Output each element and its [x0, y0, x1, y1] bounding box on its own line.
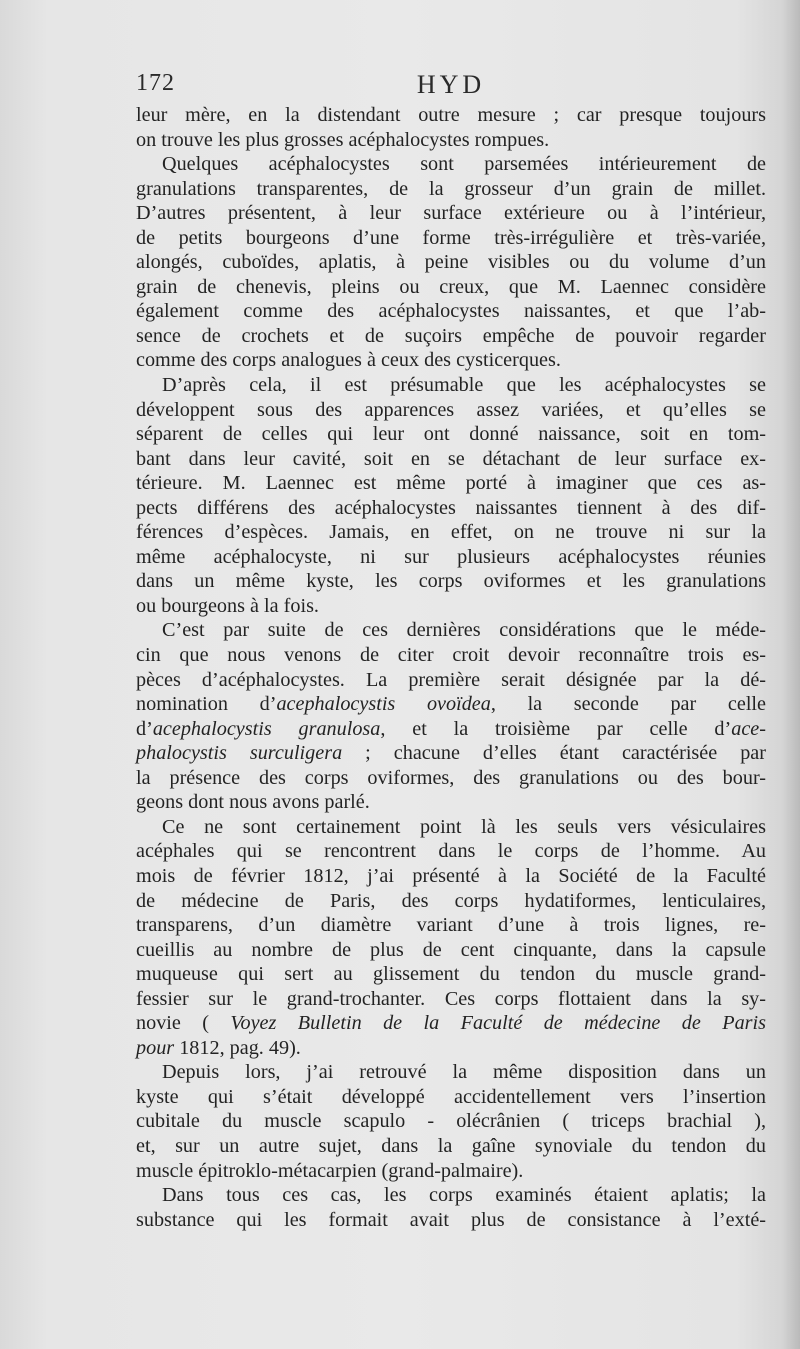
body-text [136, 103, 766, 1232]
text-line: pèces d’acéphalocystes. La première serait désignée par la dé- [136, 668, 766, 691]
text-line: cubitale du muscle scapulo - olécrânien ( triceps brachial ), [136, 1110, 766, 1133]
text-line: kyste qui s’était développé accidentellement vers l’insertion [136, 1085, 766, 1108]
italic-text: acephalocystis ovoïdea [276, 693, 491, 716]
text-line: phalocystis surculigera ; chacune d’elles étant caractérisée par [136, 742, 766, 765]
page-edge-shadow [782, 0, 800, 1349]
text-line: leur mère, en la distendant outre mesure ; car presque toujours [136, 104, 766, 126]
text-line: grain de chenevis, pleins ou creux, que M. Laennec considère [136, 275, 766, 298]
text-line: transparens, d’un diamètre variant d’une à trois lignes, re- [136, 914, 766, 937]
text-line: bant dans leur cavité, soit en se détachant de leur surface ex- [136, 447, 766, 470]
text-line: séparent de celles qui leur ont donné naissance, soit en tom- [136, 423, 766, 446]
text-line: granulations transparentes, de la grosseur d’un grain de millet. [136, 177, 766, 200]
text-line: Quelques acéphalocystes sont parsemées intérieurement de [162, 153, 766, 176]
text-line: muscle épitroklo-métacarpien (grand-palmaire). [136, 1159, 524, 1182]
text-line: de petits bourgeons d’une forme très-irrégulière et très-variée, [136, 226, 766, 249]
text-line: térieure. M. Laennec est même porté à imaginer que ces as- [136, 472, 766, 495]
text-line: ou bourgeons à la fois. [136, 594, 319, 617]
text-line: cueillis au nombre de plus de cent cinquante, dans la capsule [136, 938, 766, 961]
text-line: développent sous des apparences assez variées, et qu’elles se [136, 398, 766, 421]
running-title: HYD [416, 70, 486, 99]
italic-text: pour [136, 1036, 175, 1059]
text-line: muqueuse qui sert au glissement du tendon du muscle grand- [136, 963, 766, 986]
text-line: Dans tous ces cas, les corps examinés étaient aplatis; la [162, 1184, 766, 1207]
italic-text: phalocystis surculigera [136, 742, 343, 765]
text-line: dans un même kyste, les corps oviformes et les granulations [136, 570, 766, 593]
text-line: D’après cela, il est présumable que les acéphalocystes se [162, 374, 766, 397]
text-line: sence de crochets et de suçoirs empêche de pouvoir regarder [136, 324, 766, 347]
text-line: substance qui les formait avait plus de consistance à l’exté- [136, 1208, 766, 1231]
text-line: de médecine de Paris, des corps hydatiformes, lenticulaires, [136, 889, 766, 912]
text-line: fessier sur le grand-trochanter. Ces corps flottaient dans la sy- [136, 987, 766, 1010]
text-line: comme des corps analogues à ceux des cysticerques. [136, 349, 561, 372]
text-line: et, sur un autre sujet, dans la gaîne synoviale du tendon du [136, 1134, 766, 1157]
text-line: pects différens des acéphalocystes naissantes tiennent à des dif- [136, 496, 766, 519]
text-line: férences d’espèces. Jamais, en effet, on ne trouve ni sur la [136, 521, 766, 544]
text-line: pour 1812, pag. 49). [136, 1036, 301, 1059]
text-line: la présence des corps oviformes, des granulations ou des bour- [136, 766, 766, 789]
text-line: Ce ne sont certainement point là les seuls vers vésiculaires [162, 815, 766, 838]
text-line: mois de février 1812, j’ai présenté à la Société de la Faculté [136, 864, 766, 887]
text-line: C’est par suite de ces dernières considérations que le méde- [162, 619, 766, 642]
text-line: D’autres présentent, à leur surface extérieure ou à l’intérieur, [136, 202, 766, 225]
text-line: également comme des acéphalocystes naissantes, et que l’ab- [136, 300, 766, 323]
italic-text: acephalocystis granulosa [152, 717, 381, 740]
italic-text: Voyez Bulletin de la Faculté de médecine de Paris [230, 1012, 766, 1035]
text-line: on trouve les plus grosses acéphalocystes rompues. [136, 128, 550, 151]
text-line: acéphales qui se rencontrent dans le corps de l’homme. Au [136, 840, 766, 863]
text-line: même acéphalocyste, ni sur plusieurs acéphalocystes réunies [136, 545, 766, 568]
page-number: 172 [136, 70, 175, 96]
text-line: novie ( Voyez Bulletin de la Faculté de médecine de Paris [136, 1012, 766, 1035]
text-line: cin que nous venons de citer croit devoir reconnaître trois es- [136, 644, 766, 667]
text-line: d’acephalocystis granulosa, et la troisième par celle d’ace- [136, 717, 766, 740]
italic-text: ace- [731, 717, 766, 740]
text-line: alongés, cuboïdes, aplatis, à peine visibles ou du volume d’un [136, 251, 766, 274]
text-line: Depuis lors, j’ai retrouvé la même disposition dans un [162, 1061, 766, 1084]
text-line: geons dont nous avons parlé. [136, 791, 370, 814]
running-head [136, 70, 766, 104]
text-line: nomination d’acephalocystis ovoïdea, la seconde par celle [136, 693, 766, 716]
